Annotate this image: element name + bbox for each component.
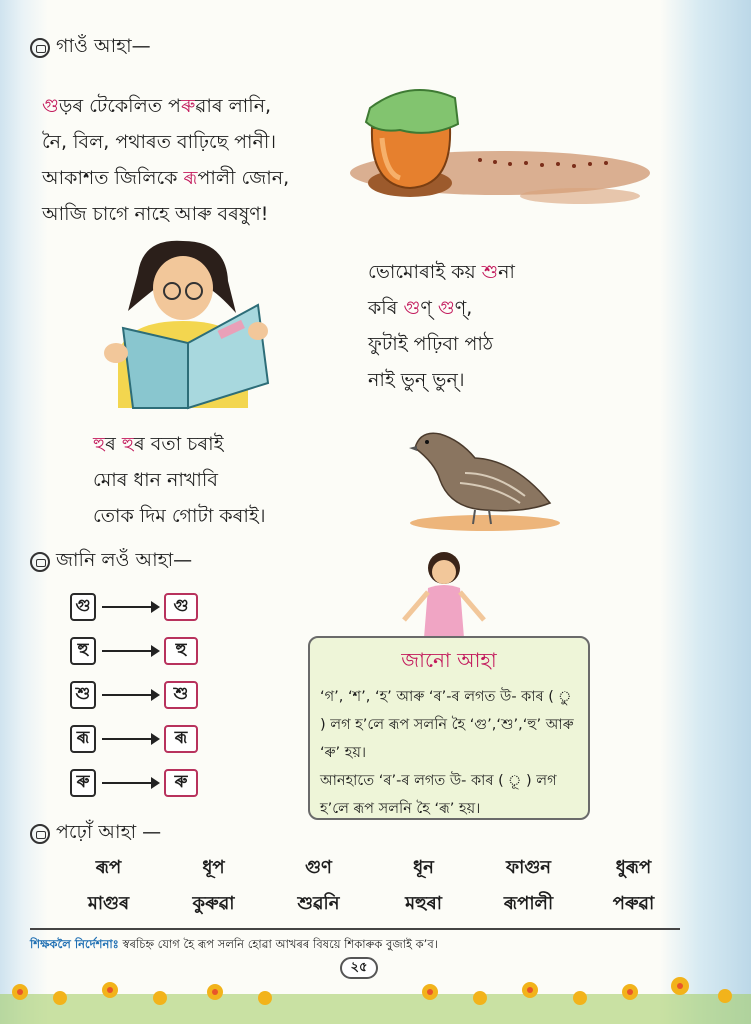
ear-icon [30, 38, 50, 58]
know-more-text: আনহাতে ‘ৰ’-ৰ লগত উ- কাৰ ( ূ ) লগ হ’লে ৰূপ সলনি হৈ ‘ৰূ’ হয়। [320, 773, 557, 817]
teacher-instruction-label: শিক্ষকলৈ নিৰ্দেশনাঃ [30, 937, 119, 951]
poem-line: আকাশত জিলিকে ৰূপালী জোন, [42, 167, 290, 189]
arrow-right-icon [102, 738, 158, 740]
know-more-text: ‘গ’, ‘শ’, ‘হ’ আৰু ‘ৰ’-ৰ লগত উ- কাৰ ( ু ) লগ হ’লে ৰূপ সলনি হৈ ‘গু’,‘শু’,‘হু’ আৰু ‘ৰু’ হয়। [320, 689, 574, 761]
poem-line: নাই ভুন্ ভুন্। [368, 369, 465, 391]
page-number: ২৫ [340, 957, 378, 979]
arrow-right-icon [102, 650, 158, 652]
arrow-right-icon [102, 782, 158, 784]
quail-bird-illustration [405, 418, 565, 533]
reading-word: শুৱনি [297, 892, 340, 914]
poem-line: মোৰ ধান নাখাবি [93, 469, 218, 491]
reading-word: ধূপ [202, 856, 225, 878]
result-letter: শু [164, 681, 198, 709]
arrow-right-icon [102, 694, 158, 696]
teacher-instruction [30, 928, 680, 955]
poem-line: হুৰ হুৰ বতা চৰাই [93, 433, 224, 455]
section-sing-heading [30, 32, 151, 64]
ear-icon [30, 552, 50, 572]
source-letter: শু [70, 681, 96, 709]
conversion-row [70, 680, 210, 709]
result-letter: ৰু [164, 769, 198, 797]
poem-line: ফুটাই পঢ়িবা পাঠ [368, 333, 494, 355]
poem-sparrow [93, 426, 266, 534]
know-more-title: জানো আহা [401, 648, 497, 672]
reading-word: মাগুৰ [87, 892, 130, 914]
poem-line: আজি চাগে নাহে আৰু বৰষুণ! [42, 203, 269, 225]
poem-line: ভোমোৰাই কয় শুনা [368, 261, 515, 283]
letter-conversion-list [70, 592, 210, 812]
conversion-row [70, 636, 210, 665]
reading-word: ধূন [413, 856, 434, 878]
reading-word-grid [56, 850, 686, 922]
word-row [56, 886, 686, 922]
poem-line: নৈ, বিল, পথাৰত বাঢ়িছে পানী। [42, 131, 277, 153]
reading-word: গুণ [305, 856, 332, 878]
section-read-heading [30, 818, 161, 850]
poem-line: কৰি গুণ্ গুণ্, [368, 297, 473, 319]
result-letter: গু [164, 593, 198, 621]
arrow-right-icon [102, 606, 158, 608]
result-letter: হু [164, 637, 198, 665]
teacher-instruction-text: স্বৰচিহ্ন যোগ হৈ ৰূপ সলনি হোৱা আখৰৰ বিষয়ে শিকাৰুক বুজাই ক’ব। [118, 937, 438, 951]
reading-word: মহুৰা [405, 892, 442, 914]
section-learn-label: জানি লওঁ আহা— [56, 549, 193, 571]
reading-word: ৰূপালী [503, 892, 554, 914]
know-more-box [308, 636, 590, 820]
section-learn-heading [30, 546, 192, 578]
source-letter: গু [70, 593, 96, 621]
poem-line: গুড়ৰ টেকেলিত পৰুৱাৰ লানি, [42, 95, 272, 117]
source-letter: ৰূ [70, 725, 96, 753]
reading-word: ৰূপ [95, 856, 122, 878]
section-read-label: পঢ়োঁ আহা — [56, 821, 162, 843]
poem-rain [42, 88, 289, 232]
poem-bee [368, 254, 515, 398]
reading-icon [30, 824, 50, 844]
jaggery-pot-illustration [330, 78, 650, 218]
poem-line: তোক দিম গোটা কৰাই। [93, 505, 266, 527]
source-letter: ৰু [70, 769, 96, 797]
reading-word: পৰুৱা [612, 892, 655, 914]
conversion-row [70, 768, 210, 797]
reading-word: ধুৰূপ [615, 856, 652, 878]
section-sing-label: গাওঁ আহা— [56, 35, 151, 57]
girl-reading-illustration [88, 233, 278, 413]
reading-word: ফাগুন [505, 856, 552, 878]
word-row [56, 850, 686, 886]
source-letter: হু [70, 637, 96, 665]
conversion-row [70, 592, 210, 621]
conversion-row [70, 724, 210, 753]
result-letter: ৰূ [164, 725, 198, 753]
reading-word: কুৰুৱা [192, 892, 235, 914]
little-girl-illustration [398, 548, 490, 640]
